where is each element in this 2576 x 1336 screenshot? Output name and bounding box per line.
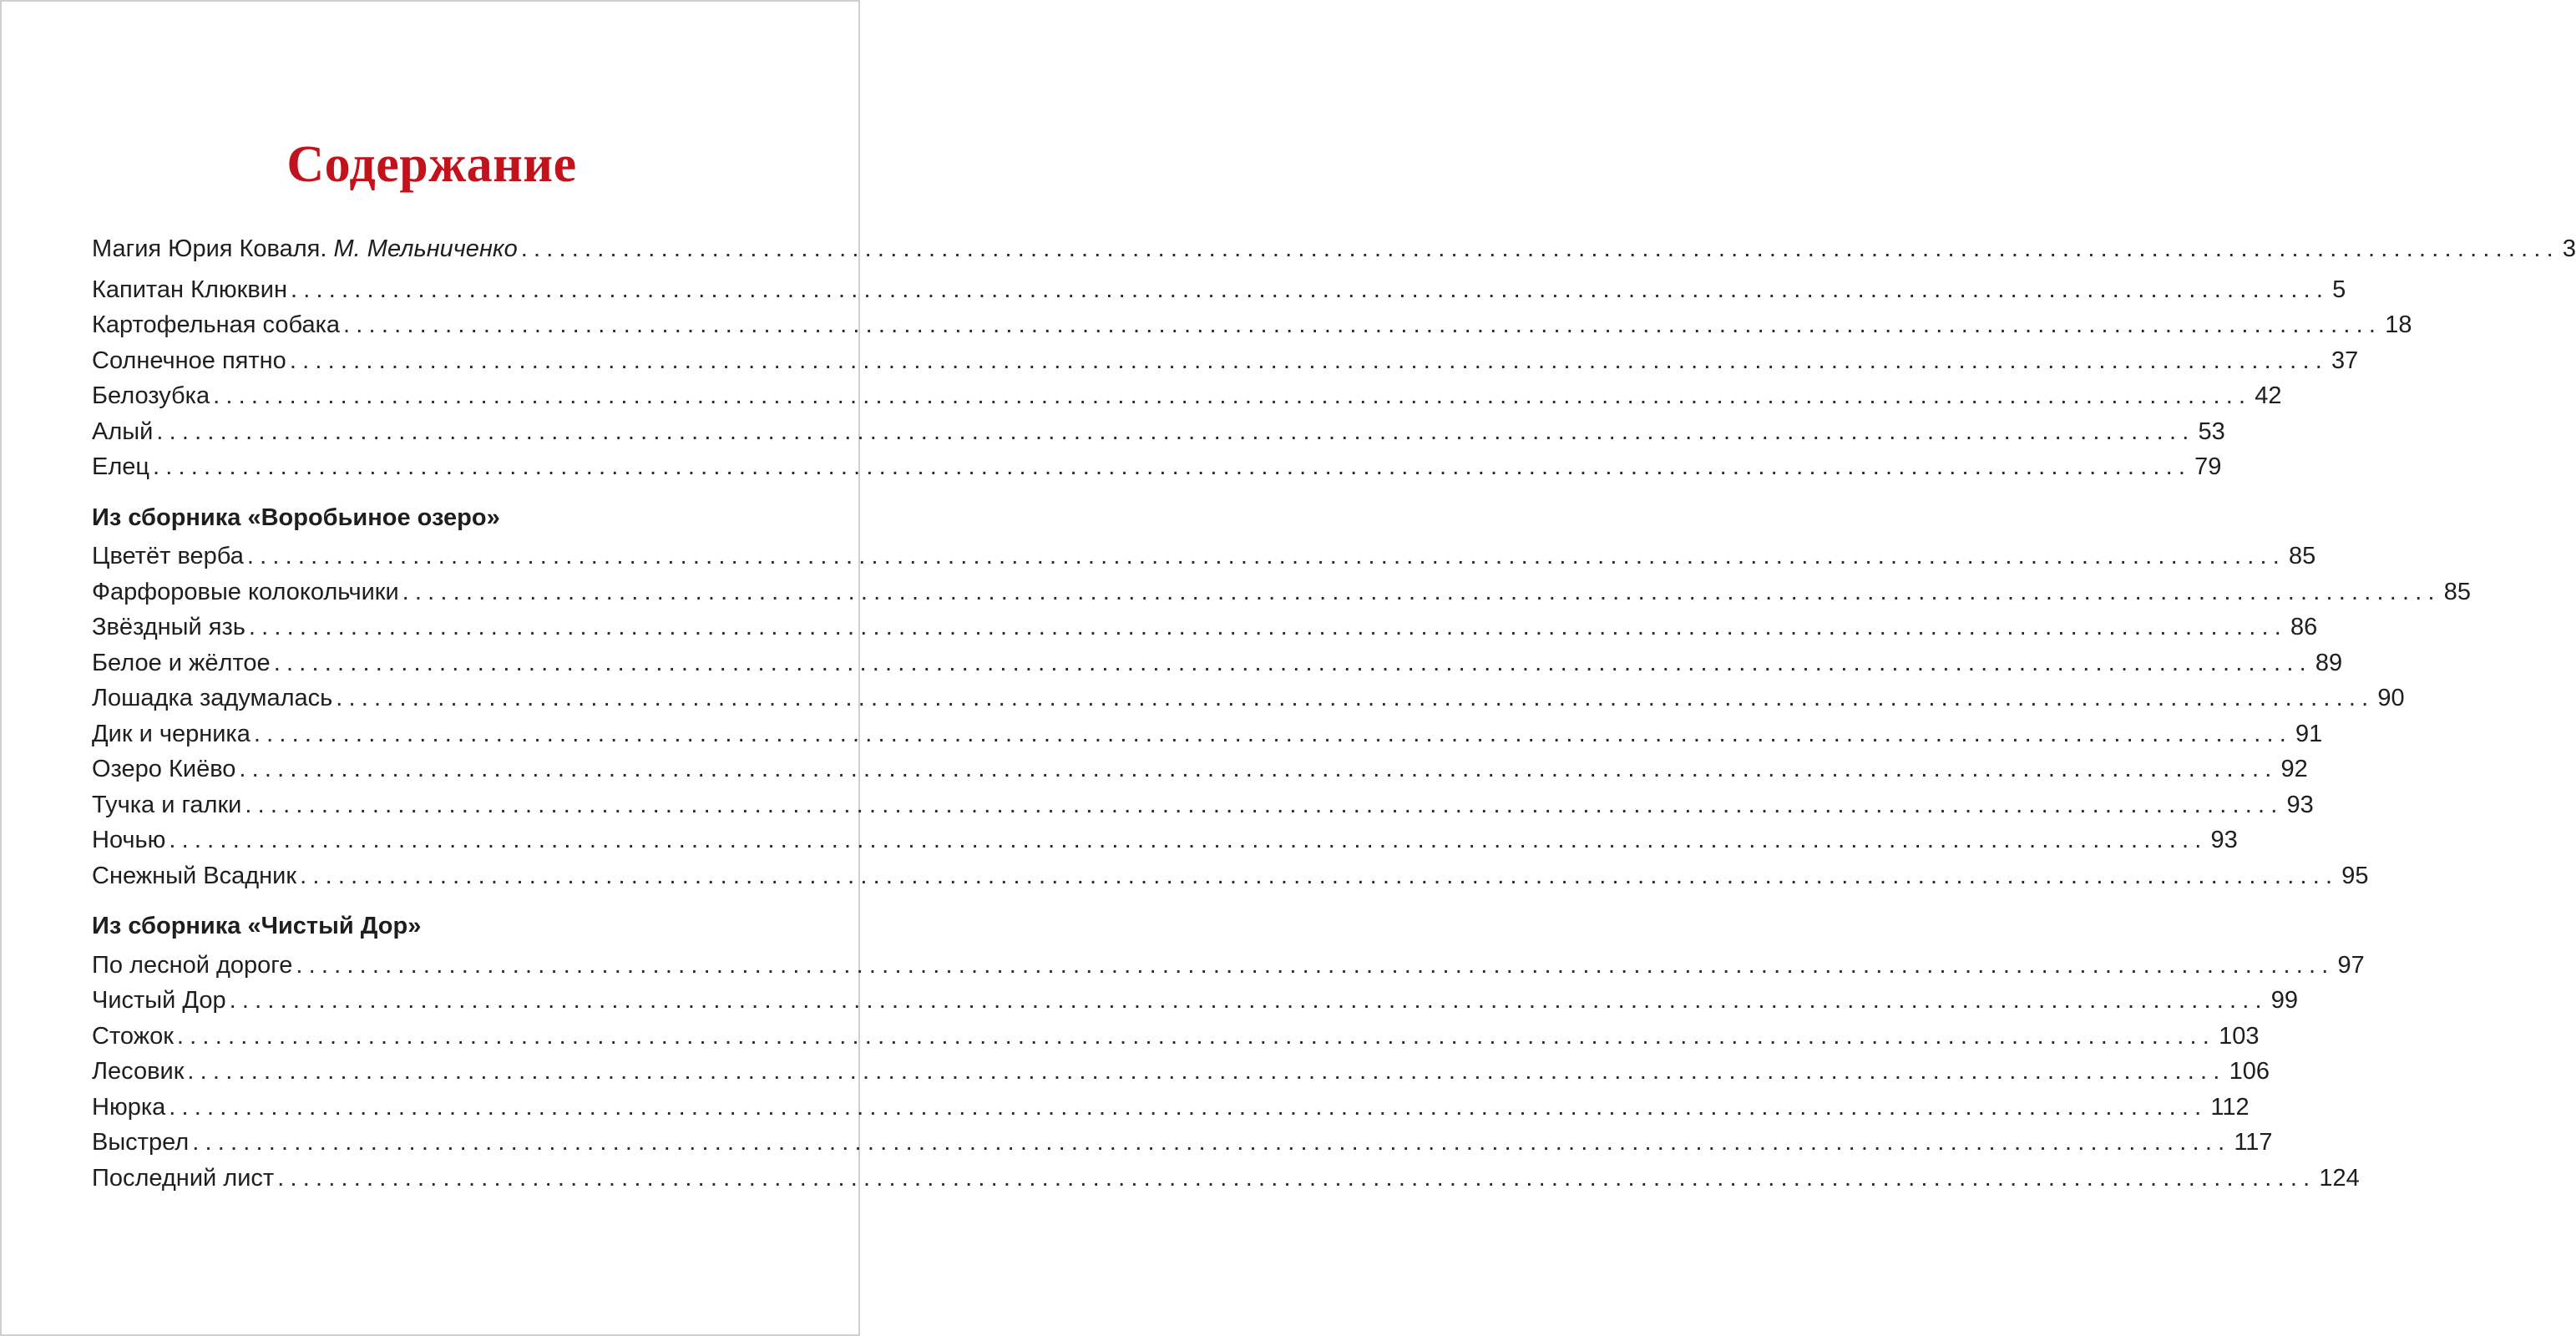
- toc-entry[interactable]: [92, 414, 2225, 450]
- toc-entry-page: 106: [2229, 1058, 2270, 1085]
- toc-entry-title: Ночью: [92, 827, 166, 853]
- toc-entry-title: Картофельная собака: [92, 311, 341, 338]
- toc-entry[interactable]: [92, 574, 2472, 610]
- toc-entry-title: Алый: [92, 418, 154, 445]
- toc-entry-title: Тучка и галки: [92, 791, 242, 818]
- dot-leader: ................................................................................................................................................................: [277, 1164, 2316, 1192]
- toc-entry-title: Елец: [92, 453, 150, 480]
- toc-entry[interactable]: [92, 272, 2346, 308]
- toc-entry[interactable]: [92, 343, 2359, 379]
- section-vorobinoe-ozero-list: [92, 539, 2472, 893]
- toc-entry-page: 5: [2332, 276, 2346, 303]
- toc-entry-title: Фарфоровые колокольчики: [92, 578, 399, 605]
- toc-entry-title: Звёздный язь: [92, 614, 245, 640]
- toc-entry-page: 117: [2234, 1129, 2273, 1156]
- toc-entry[interactable]: [92, 858, 2369, 894]
- toc-entry-title: Выстрел: [92, 1129, 190, 1156]
- toc-entry[interactable]: [92, 1019, 2260, 1055]
- toc-entry[interactable]: [92, 716, 2323, 752]
- main-stories-list: [92, 272, 2412, 485]
- toc-entry-page: 85: [2289, 543, 2316, 569]
- toc-entry[interactable]: [92, 1090, 2250, 1126]
- toc-entry-title: Последний лист: [92, 1164, 275, 1192]
- dot-leader: ................................................................................................................................................................: [239, 756, 2278, 782]
- dot-leader: ................................................................................................................................................................: [289, 347, 2328, 374]
- toc-entry-page: 42: [2255, 382, 2282, 409]
- toc-entry-title: Лесовик: [92, 1058, 185, 1085]
- section-chistyi-dor-list: [92, 948, 2365, 1197]
- toc-entry-page: 91: [2295, 720, 2323, 747]
- page-title: Содержание: [286, 136, 577, 193]
- dot-leader: ................................................................................................................................................................: [300, 862, 2339, 889]
- toc-entry[interactable]: [92, 752, 2308, 787]
- toc-entry-title: Лошадка задумалась: [92, 685, 333, 711]
- toc-entry[interactable]: [92, 1125, 2273, 1161]
- toc-entry[interactable]: [92, 787, 2314, 823]
- toc-entry[interactable]: [92, 539, 2316, 574]
- toc-entry[interactable]: [92, 681, 2405, 716]
- toc-entry-title: Белозубка: [92, 382, 210, 409]
- toc-entry-page: 86: [2290, 614, 2318, 640]
- toc-entry-intro[interactable]: [92, 231, 2576, 267]
- toc-entry[interactable]: [92, 948, 2365, 984]
- toc-entry-title: Солнечное пятно: [92, 347, 286, 374]
- dot-leader: ................................................................................................................................................................: [402, 578, 2441, 605]
- dot-leader: ................................................................................................................................................................: [169, 1093, 2208, 1121]
- toc-entry-title: Цветёт верба: [92, 543, 244, 569]
- toc-entry[interactable]: [92, 307, 2412, 343]
- toc-entry[interactable]: [92, 822, 2238, 858]
- dot-leader: ................................................................................................................................................................: [187, 1058, 2226, 1085]
- toc-entry-page: 112: [2210, 1093, 2250, 1121]
- toc-entry-page: 124: [2319, 1164, 2360, 1192]
- section-heading-vorobinoe-ozero: Из сборника «Воробьиное озеро»: [92, 504, 500, 531]
- dot-leader: ................................................................................................................................................................: [169, 827, 2208, 853]
- dot-leader: ................................................................................................................................................................: [246, 543, 2285, 569]
- toc-entry-title: Магия Юрия Коваля. М. Мельниченко: [92, 235, 518, 262]
- dot-leader: ................................................................................................................................................................: [520, 235, 2559, 262]
- toc-entry[interactable]: [92, 378, 2282, 414]
- toc-entry-page: 37: [2331, 347, 2359, 374]
- dot-leader: ................................................................................................................................................................: [273, 649, 2312, 676]
- toc-entry-title: Нюрка: [92, 1093, 166, 1121]
- toc-entry-title: Снежный Всадник: [92, 862, 297, 889]
- toc-entry-page: 79: [2194, 453, 2222, 480]
- toc-entry-page: 99: [2270, 987, 2299, 1014]
- toc-entry-author: М. Мельниченко: [333, 235, 518, 262]
- toc-entry[interactable]: [92, 1054, 2270, 1090]
- toc-entry-page: 89: [2315, 649, 2343, 676]
- toc-entry-page: 95: [2341, 862, 2369, 889]
- dot-leader: ................................................................................................................................................................: [192, 1129, 2231, 1156]
- toc-entry[interactable]: [92, 449, 2222, 485]
- dot-leader: ................................................................................................................................................................: [248, 614, 2287, 640]
- dot-leader: ................................................................................................................................................................: [253, 720, 2293, 747]
- toc-entry-title: Дик и черника: [92, 720, 251, 747]
- dot-leader: ................................................................................................................................................................: [156, 418, 2195, 445]
- dot-leader: ................................................................................................................................................................: [176, 1022, 2216, 1050]
- dot-leader: ................................................................................................................................................................: [296, 951, 2335, 979]
- toc-entry[interactable]: [92, 983, 2299, 1019]
- dot-leader: ................................................................................................................................................................: [245, 791, 2284, 818]
- toc-entry-title: Капитан Клюквин: [92, 276, 287, 303]
- toc-entry-title: Белое и жёлтое: [92, 649, 271, 676]
- toc-entry-page: 93: [2210, 827, 2238, 853]
- toc-entry-page: 103: [2219, 1022, 2260, 1050]
- toc-entry-page: 18: [2385, 311, 2412, 338]
- toc-entry[interactable]: [92, 645, 2343, 681]
- toc-entry-page: 93: [2286, 791, 2314, 818]
- toc-entry-page: 90: [2377, 685, 2405, 711]
- toc-entry-title: Озеро Киёво: [92, 756, 236, 782]
- toc-entry-title: Стожок: [92, 1022, 174, 1050]
- toc-entry-page: 53: [2198, 418, 2225, 445]
- toc-entry-page: 85: [2443, 578, 2472, 605]
- toc-entry[interactable]: [92, 1161, 2360, 1197]
- dot-leader: ................................................................................................................................................................: [336, 685, 2375, 711]
- toc-entry[interactable]: [92, 610, 2318, 645]
- toc-entry-page: 92: [2280, 756, 2308, 782]
- dot-leader: ................................................................................................................................................................: [290, 276, 2330, 303]
- toc-entry-page: 97: [2337, 951, 2365, 979]
- toc-entry-title: Чистый Дор: [92, 987, 226, 1014]
- dot-leader: ................................................................................................................................................................: [229, 987, 2268, 1014]
- toc-entry-page: 3: [2562, 235, 2576, 262]
- dot-leader: ................................................................................................................................................................: [213, 382, 2252, 409]
- table-of-contents: [92, 231, 2576, 1196]
- dot-leader: ................................................................................................................................................................: [343, 311, 2382, 338]
- dot-leader: ................................................................................................................................................................: [153, 453, 2192, 480]
- toc-entry-title: По лесной дороге: [92, 951, 293, 979]
- section-heading-chistyi-dor: Из сборника «Чистый Дор»: [92, 913, 422, 939]
